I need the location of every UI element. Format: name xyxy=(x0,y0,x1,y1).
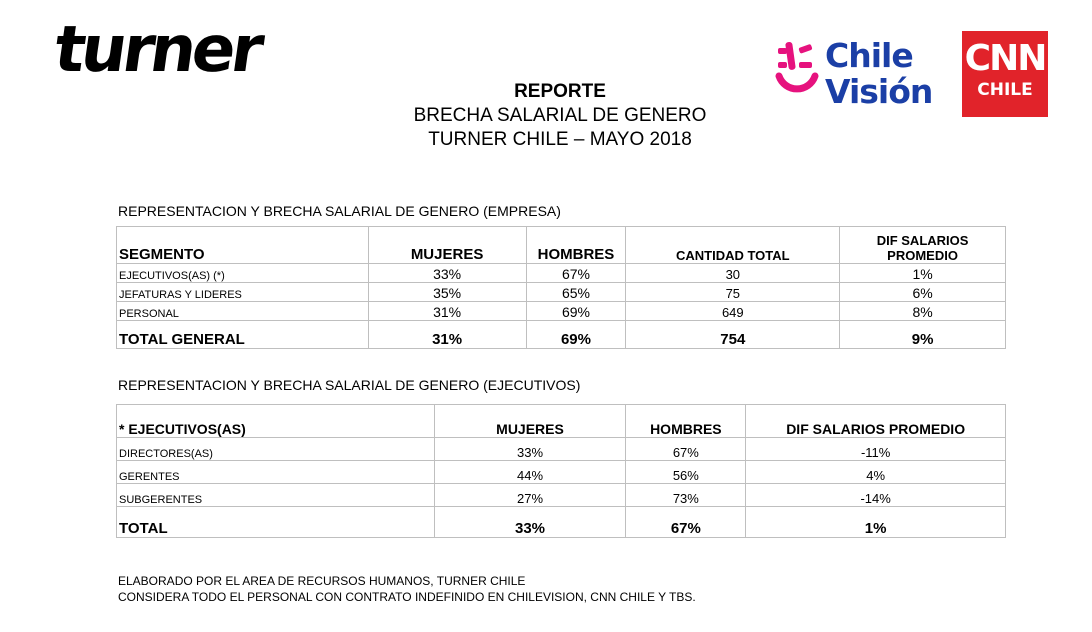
col-header-mujeres: MUJERES xyxy=(368,227,526,264)
cell-mujeres: 31% xyxy=(368,302,526,321)
total-mujeres: 31% xyxy=(368,321,526,349)
cell-cantidad: 75 xyxy=(626,283,840,302)
total-dif: 9% xyxy=(840,321,1006,349)
cell-dif: 1% xyxy=(840,264,1006,283)
cell-hombres: 69% xyxy=(526,302,626,321)
row-label: GERENTES xyxy=(117,461,435,484)
row-label: JEFATURAS Y LIDERES xyxy=(117,283,369,302)
chilevision-word-1: Chile xyxy=(825,36,913,75)
cell-hombres: 65% xyxy=(526,283,626,302)
cell-hombres: 67% xyxy=(526,264,626,283)
chilevision-wordmark xyxy=(825,38,932,110)
cnn-sub: CHILE xyxy=(977,80,1033,100)
table-header-row xyxy=(117,405,1006,438)
row-label: DIRECTORES(AS) xyxy=(117,438,435,461)
total-label: TOTAL GENERAL xyxy=(117,321,369,349)
report-footer xyxy=(118,573,696,605)
footer-line-2: CONSIDERA TODO EL PERSONAL CON CONTRATO INDEFINIDO EN CHILEVISION, CNN CHILE Y TBS. xyxy=(118,590,696,604)
table-header-row xyxy=(117,227,1006,264)
cell-mujeres: 35% xyxy=(368,283,526,302)
table-row xyxy=(117,264,1006,283)
total-hombres: 67% xyxy=(626,507,746,538)
col-header-segmento: SEGMENTO xyxy=(117,227,369,264)
cell-hombres: 56% xyxy=(626,461,746,484)
report-title: REPORTE xyxy=(514,81,606,102)
cnn-mark: CNN xyxy=(964,38,1046,79)
report-subtitle: BRECHA SALARIAL DE GENERO xyxy=(413,105,707,126)
cnn-chile-logo xyxy=(962,31,1048,117)
col-header-hombres: HOMBRES xyxy=(626,405,746,438)
table-row xyxy=(117,283,1006,302)
cell-mujeres: 33% xyxy=(368,264,526,283)
table-row xyxy=(117,438,1006,461)
col-header-dif: DIF SALARIOS PROMEDIO xyxy=(840,227,1006,264)
cell-mujeres: 33% xyxy=(434,438,626,461)
table-total-row xyxy=(117,507,1006,538)
company-gap-table xyxy=(116,226,1006,349)
chilevision-logo xyxy=(773,32,933,112)
table-total-row xyxy=(117,321,1006,349)
footer-line-1: ELABORADO POR EL AREA DE RECURSOS HUMANOS, TURNER CHILE xyxy=(118,574,526,588)
cell-dif: -11% xyxy=(746,438,1006,461)
cell-dif: 4% xyxy=(746,461,1006,484)
chilevision-word-2: Visión xyxy=(825,72,933,111)
cell-dif: 6% xyxy=(840,283,1006,302)
col-header-dif: DIF SALARIOS PROMEDIO xyxy=(746,405,1006,438)
total-dif: 1% xyxy=(746,507,1006,538)
col-header-mujeres: MUJERES xyxy=(434,405,626,438)
col-header-hombres: HOMBRES xyxy=(526,227,626,264)
total-hombres: 69% xyxy=(526,321,626,349)
cell-dif: 8% xyxy=(840,302,1006,321)
section1-caption: REPRESENTACION Y BRECHA SALARIAL DE GENERO (EMPRESA) xyxy=(118,203,561,219)
cell-hombres: 67% xyxy=(626,438,746,461)
total-cantidad: 754 xyxy=(626,321,840,349)
table-row xyxy=(117,461,1006,484)
cell-cantidad: 649 xyxy=(626,302,840,321)
cell-mujeres: 27% xyxy=(434,484,626,507)
turner-logo: turner xyxy=(49,13,265,87)
total-mujeres: 33% xyxy=(434,507,626,538)
row-label: EJECUTIVOS(AS) (*) xyxy=(117,264,369,283)
col-header-ejecutivos: * EJECUTIVOS(AS) xyxy=(117,405,435,438)
report-header xyxy=(330,80,790,152)
table-row xyxy=(117,484,1006,507)
cell-hombres: 73% xyxy=(626,484,746,507)
row-label: SUBGERENTES xyxy=(117,484,435,507)
cell-dif: -14% xyxy=(746,484,1006,507)
table-row xyxy=(117,302,1006,321)
row-label: PERSONAL xyxy=(117,302,369,321)
executives-gap-table xyxy=(116,404,1006,538)
report-period: TURNER CHILE – MAYO 2018 xyxy=(428,129,692,150)
section2-caption: REPRESENTACION Y BRECHA SALARIAL DE GENERO (EJECUTIVOS) xyxy=(118,377,581,393)
total-label: TOTAL xyxy=(117,507,435,538)
col-header-cantidad: CANTIDAD TOTAL xyxy=(626,227,840,264)
cell-cantidad: 30 xyxy=(626,264,840,283)
cell-mujeres: 44% xyxy=(434,461,626,484)
